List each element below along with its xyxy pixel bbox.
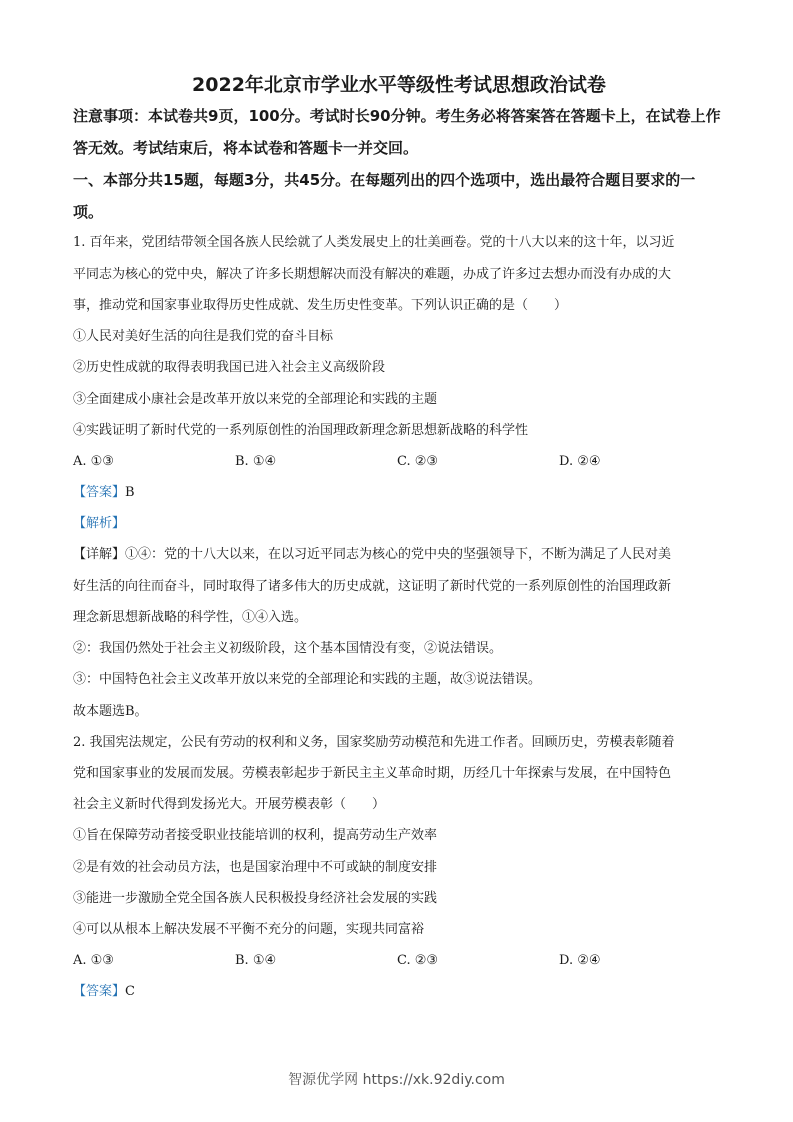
- q2-choices: [73, 951, 725, 971]
- q1-detail-line: [73, 545, 725, 565]
- q1-statement: ④实践证明了新时代党的一系列原创性的治国理政新理念新思想新战略的科学性: [73, 423, 529, 438]
- q2-statement: ②是有效的社会动员方法，也是国家治理中不可或缺的制度安排: [73, 860, 438, 875]
- answer-value: C: [125, 984, 135, 999]
- q2-statement: ④可以从根本上解决发展不平衡不充分的问题，实现共同富裕: [73, 922, 425, 937]
- q1-choice-a: A. ①③: [73, 454, 114, 469]
- q2-choice-b: B. ①④: [235, 953, 277, 968]
- q2-statement: ①旨在保障劳动者接受职业技能培训的权利，提高劳动生产效率: [73, 828, 438, 843]
- q1-analysis: [73, 514, 725, 534]
- page-title: 2022年北京市学业水平等级性考试思想政治试卷: [192, 74, 606, 96]
- q2-stem-line: 党和国家事业的发展而发展。劳模表彰起步于新民主主义革命时期，历经几十年探索与发展，在中国特色: [73, 766, 672, 781]
- q2-statement: ③能进一步激励全党全国各族人民积极投身经济社会发展的实践: [73, 891, 438, 906]
- q2-stem-line: 社会主义新时代得到发扬光大。开展劳模表彰（ ）: [73, 797, 386, 812]
- q1-stem-line: 平同志为核心的党中央，解决了许多长期想解决而没有解决的难题，办成了许多过去想办而没有办成的大: [73, 267, 672, 282]
- answer-label: 【答案】: [73, 984, 126, 999]
- q1-answer: [73, 483, 725, 503]
- q1-choice-b: B. ①④: [235, 454, 277, 469]
- detail-text: ①④：党的十八大以来，在以习近平同志为核心的党中央的坚强领导下，不断为满足了人民对美: [125, 547, 672, 562]
- answer-label: 【答案】: [73, 485, 126, 500]
- detail-label: 【详解】: [73, 547, 126, 562]
- q1-statement: ②历史性成就的取得表明我国已进入社会主义高级阶段: [73, 360, 386, 375]
- footer-watermark: 智源优学网 https://xk.92diy.com: [288, 1072, 505, 1088]
- q1-choices: [73, 452, 725, 472]
- q1-note: 故本题选B。: [73, 704, 148, 719]
- q1-note: ③：中国特色社会主义改革开放以来党的全部理论和实践的主题，故③说法错误。: [73, 672, 542, 687]
- q1-note: ②：我国仍然处于社会主义初级阶段，这个基本国情没有变，②说法错误。: [73, 641, 503, 656]
- exam-notice: 注意事项：本试卷共9页，100分。考试时长90分钟。考生务必将答案答在答题卡上，在试卷上作答无效。考试结束后，将本试卷和答题卡一并交回。: [73, 107, 721, 157]
- q1-statement: ③全面建成小康社会是改革开放以来党的全部理论和实践的主题: [73, 392, 438, 407]
- q1-choice-d: D. ②④: [559, 454, 601, 469]
- q1-stem-line: 事，推动党和国家事业取得历史性成就、发生历史性变革。下列认识正确的是（ ）: [73, 298, 568, 313]
- q2-stem-line: 2. 我国宪法规定，公民有劳动的权利和义务，国家奖励劳动模范和先进工作者。回顾历史，劳模表彰随着: [73, 735, 675, 750]
- answer-value: B: [125, 485, 135, 500]
- q1-detail-line: 理念新思想新战略的科学性，①④入选。: [73, 610, 308, 625]
- q1-choice-c: C. ②③: [397, 454, 439, 469]
- q1-stem-line: 1. 百年来，党团结带领全国各族人民绘就了人类发展史上的壮美画卷。党的十八大以来的这十年，以习近: [73, 235, 675, 250]
- q2-choice-a: A. ①③: [73, 953, 114, 968]
- section-header: 一、本部分共15题，每题3分，共45分。在每题列出的四个选项中，选出最符合题目要求的一项。: [73, 171, 696, 221]
- q1-statement: ①人民对美好生活的向往是我们党的奋斗目标: [73, 329, 334, 344]
- analysis-label: 【解析】: [73, 516, 126, 531]
- q2-choice-c: C. ②③: [397, 953, 439, 968]
- q2-choice-d: D. ②④: [559, 953, 601, 968]
- q1-detail-line: 好生活的向往而奋斗，同时取得了诸多伟大的历史成就，这证明了新时代党的一系列原创性的治国理政新: [73, 579, 672, 594]
- q2-answer: [73, 982, 725, 1002]
